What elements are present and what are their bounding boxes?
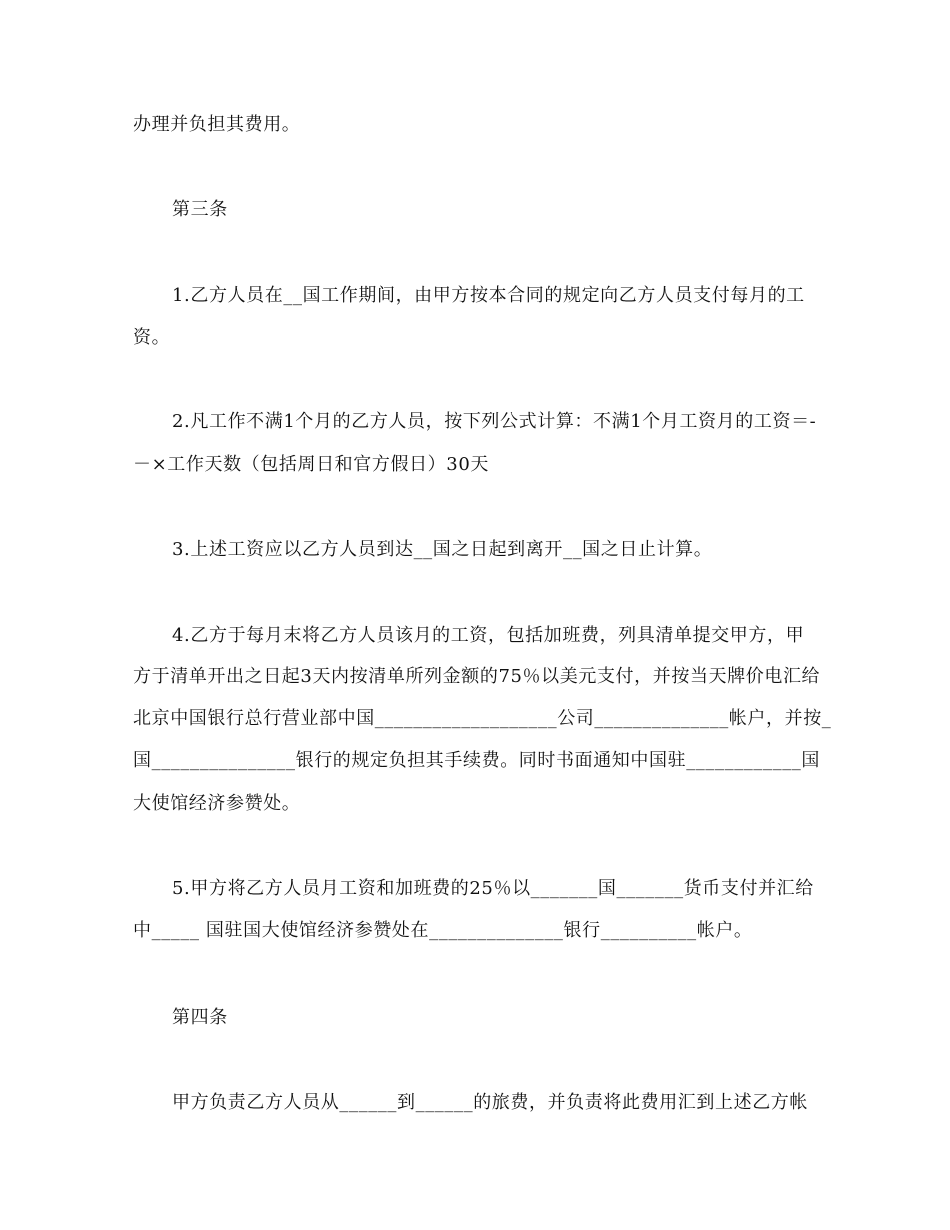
text-line: 国_______________银行的规定负担其手续费。同时书面通知中国驻____________国 bbox=[133, 750, 820, 771]
section-heading: 第三条 bbox=[172, 199, 228, 220]
text-line: 甲方负责乙方人员从______到______的旅费，并负责将此费用汇到上述乙方帐 bbox=[172, 1092, 808, 1113]
text-line: 4.乙方于每月末将乙方人员该月的工资，包括加班费，列具清单提交甲方，甲 bbox=[172, 625, 805, 646]
text-line: 大使馆经济参赞处。 bbox=[133, 793, 301, 814]
text-line: 5.甲方将乙方人员月工资和加班费的25％以_______国_______货币支付并汇给 bbox=[172, 878, 814, 899]
text-line: 北京中国银行总行营业部中国___________________公司______________帐户，并按_ bbox=[133, 708, 832, 729]
text-line: 办理并负担其费用。 bbox=[133, 114, 301, 135]
text-line: 方于清单开出之日起3天内按清单所列金额的75％以美元支付，并按当天牌价电汇给 bbox=[133, 666, 821, 687]
text-line: －×工作天数（包括周日和官方假日）30天 bbox=[133, 454, 489, 475]
text-line: 中_____ 国驻国大使馆经济参赞处在______________银行__________帐户。 bbox=[133, 920, 753, 941]
text-line: 2.凡工作不满1个月的乙方人员，按下列公式计算：不满1个月工资月的工资＝- bbox=[172, 411, 817, 432]
section-heading: 第四条 bbox=[172, 1007, 228, 1028]
text-line: 资。 bbox=[133, 327, 171, 348]
text-line: 1.乙方人员在__国工作期间，由甲方按本合同的规定向乙方人员支付每月的工 bbox=[172, 285, 805, 306]
text-line: 3.上述工资应以乙方人员到达__国之日起到离开__国之日止计算。 bbox=[172, 539, 713, 560]
